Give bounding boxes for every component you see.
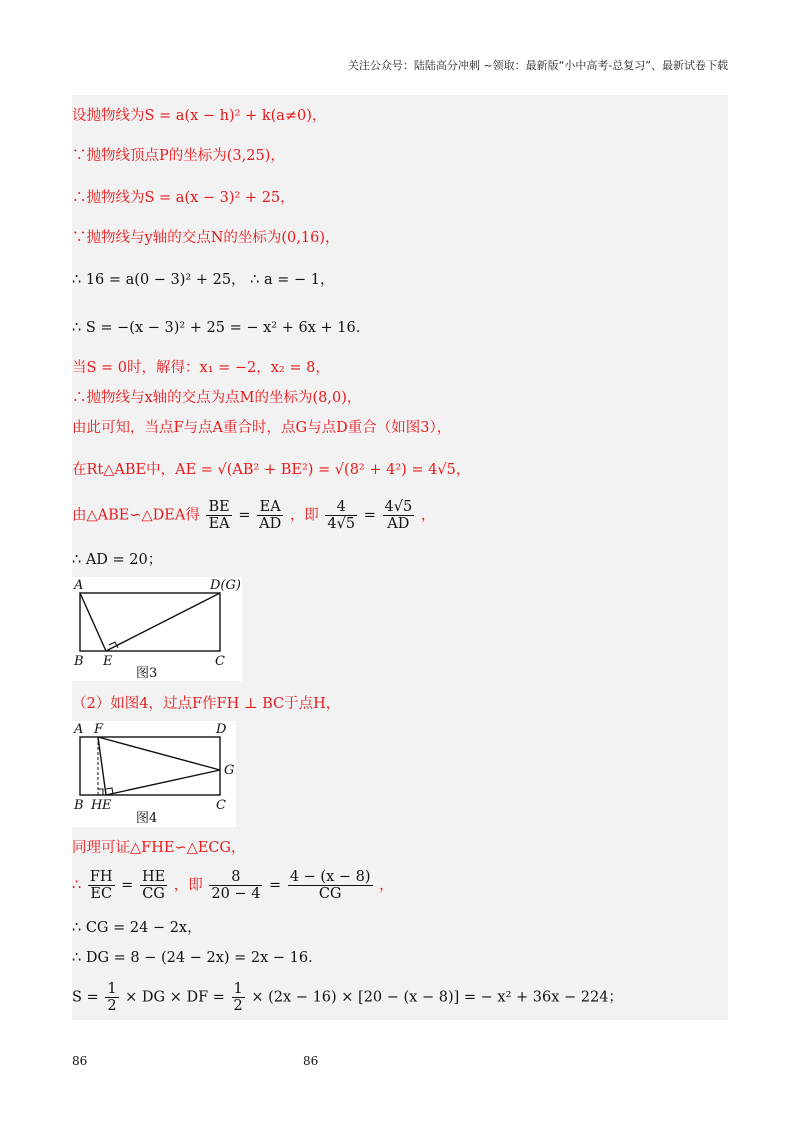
figure-4 (72, 721, 236, 827)
solution-text: ， (420, 507, 436, 524)
solution-line: 同理可证△FHE∽△ECG， (72, 840, 246, 856)
equals: = (363, 507, 376, 524)
solution-line-fraction (72, 499, 435, 532)
fraction (383, 499, 415, 532)
solution-text: S = (72, 989, 99, 1006)
equals: = (269, 877, 282, 894)
fraction (105, 981, 118, 1014)
solution-text: ，即 (173, 877, 203, 894)
denominator: EA (208, 516, 230, 532)
solution-text: × (2x − 16) × [20 − (x − 8)] = − x² + 36x − 224； (251, 989, 623, 1006)
fraction (257, 499, 283, 532)
solution-line: ∴ 16 = a(0 − 3)² + 25， ∴ a = − 1， (72, 272, 335, 288)
solution-line: ∵抛物线与y轴的交点N的坐标为(0,16)， (72, 230, 340, 246)
solution-text: ，即 (289, 507, 319, 524)
numerator: 1 (107, 981, 117, 997)
solution-text: ∴ (72, 877, 82, 894)
equals: = (238, 507, 251, 524)
label-g: G (224, 763, 235, 778)
solution-line: 设抛物线为S = a(x − h)² + k(a≠0)， (72, 108, 327, 124)
numerator: 8 (209, 869, 262, 886)
solution-line: ∴ CG = 24 − 2x， (72, 920, 202, 936)
denominator: CG (142, 886, 165, 902)
denominator: 4√5 (327, 516, 356, 532)
label-b: B (74, 798, 84, 813)
label-f: F (94, 722, 104, 737)
denominator: 20 − 4 (211, 886, 261, 902)
solution-line-fraction (72, 981, 623, 1014)
label-e: E (103, 654, 113, 669)
fraction (88, 869, 115, 902)
page-number-center: 86 (303, 1054, 319, 1068)
numerator: 4 (325, 499, 357, 516)
fraction (232, 981, 245, 1014)
denominator: 2 (107, 998, 117, 1014)
denominator: EC (90, 886, 113, 902)
solution-text: × DG × DF = (125, 989, 225, 1006)
solution-line: ∴ AD = 20； (72, 552, 163, 568)
label-d: D (216, 722, 227, 737)
figure-3-diagram (72, 577, 242, 681)
fraction (288, 869, 373, 902)
solution-text: 在Rt△ABE中，AE = √(AB² + BE²) = √(8² + 4²) = 4√5， (72, 462, 471, 478)
page-number-left: 86 (72, 1054, 88, 1068)
denominator: CG (318, 886, 342, 902)
solution-line: 当S = 0时，解得：x₁ = −2，x₂ = 8， (72, 360, 330, 376)
solution-line: ∵抛物线顶点P的坐标为(3,25)， (72, 148, 285, 164)
figure-4-caption: 图4 (136, 811, 158, 826)
solution-line (72, 461, 470, 479)
numerator: BE (208, 499, 230, 515)
solution-line: （2）如图4，过点F作FH ⊥ BC于点H， (72, 696, 341, 712)
numerator: 4 − (x − 8) (289, 869, 371, 885)
solution-block (72, 95, 728, 1020)
label-a: A (74, 722, 84, 737)
solution-text: ， (379, 877, 394, 894)
solution-line: ∴ DG = 8 − (24 − 2x) = 2x − 16． (72, 950, 323, 966)
denominator: AD (259, 516, 282, 532)
numerator: EA (257, 499, 283, 516)
figure-3 (72, 577, 242, 681)
label-h: H (91, 798, 103, 813)
fraction (140, 869, 167, 902)
fraction (209, 869, 262, 902)
label-b: B (74, 654, 84, 669)
numerator: HE (141, 869, 166, 885)
label-c: C (216, 798, 226, 813)
label-d: D(G) (210, 578, 241, 593)
fraction (206, 499, 231, 532)
solution-line: ∴抛物线与x轴的交点为点M的坐标为(8,0)， (72, 390, 362, 406)
denominator: 2 (233, 998, 243, 1014)
denominator: AD (387, 516, 410, 532)
solution-line: ∴ S = −(x − 3)² + 25 = − x² + 6x + 16． (72, 320, 371, 336)
label-c: C (215, 654, 225, 669)
numerator: 1 (233, 981, 243, 997)
solution-line-fraction (72, 869, 394, 902)
solution-text: 由△ABE∽△DEA得 (72, 507, 200, 524)
numerator: 4√5 (384, 499, 413, 515)
numerator: FH (89, 869, 113, 885)
fraction (325, 499, 357, 532)
solution-line: 由此可知，当点F与点A重合时，点G与点D重合（如图3）， (72, 420, 452, 436)
label-e: E (102, 798, 112, 813)
label-a: A (74, 578, 84, 593)
figure-4-diagram (72, 721, 236, 827)
figure-3-caption: 图3 (136, 666, 158, 681)
equals: = (121, 877, 134, 894)
solution-line: ∴抛物线为S = a(x − 3)² + 25， (72, 190, 295, 206)
page-header: 关注公众号：陆陆高分冲刺 ~领取：最新版“小中高考-总复习”、最新试卷下载 (347, 59, 728, 72)
